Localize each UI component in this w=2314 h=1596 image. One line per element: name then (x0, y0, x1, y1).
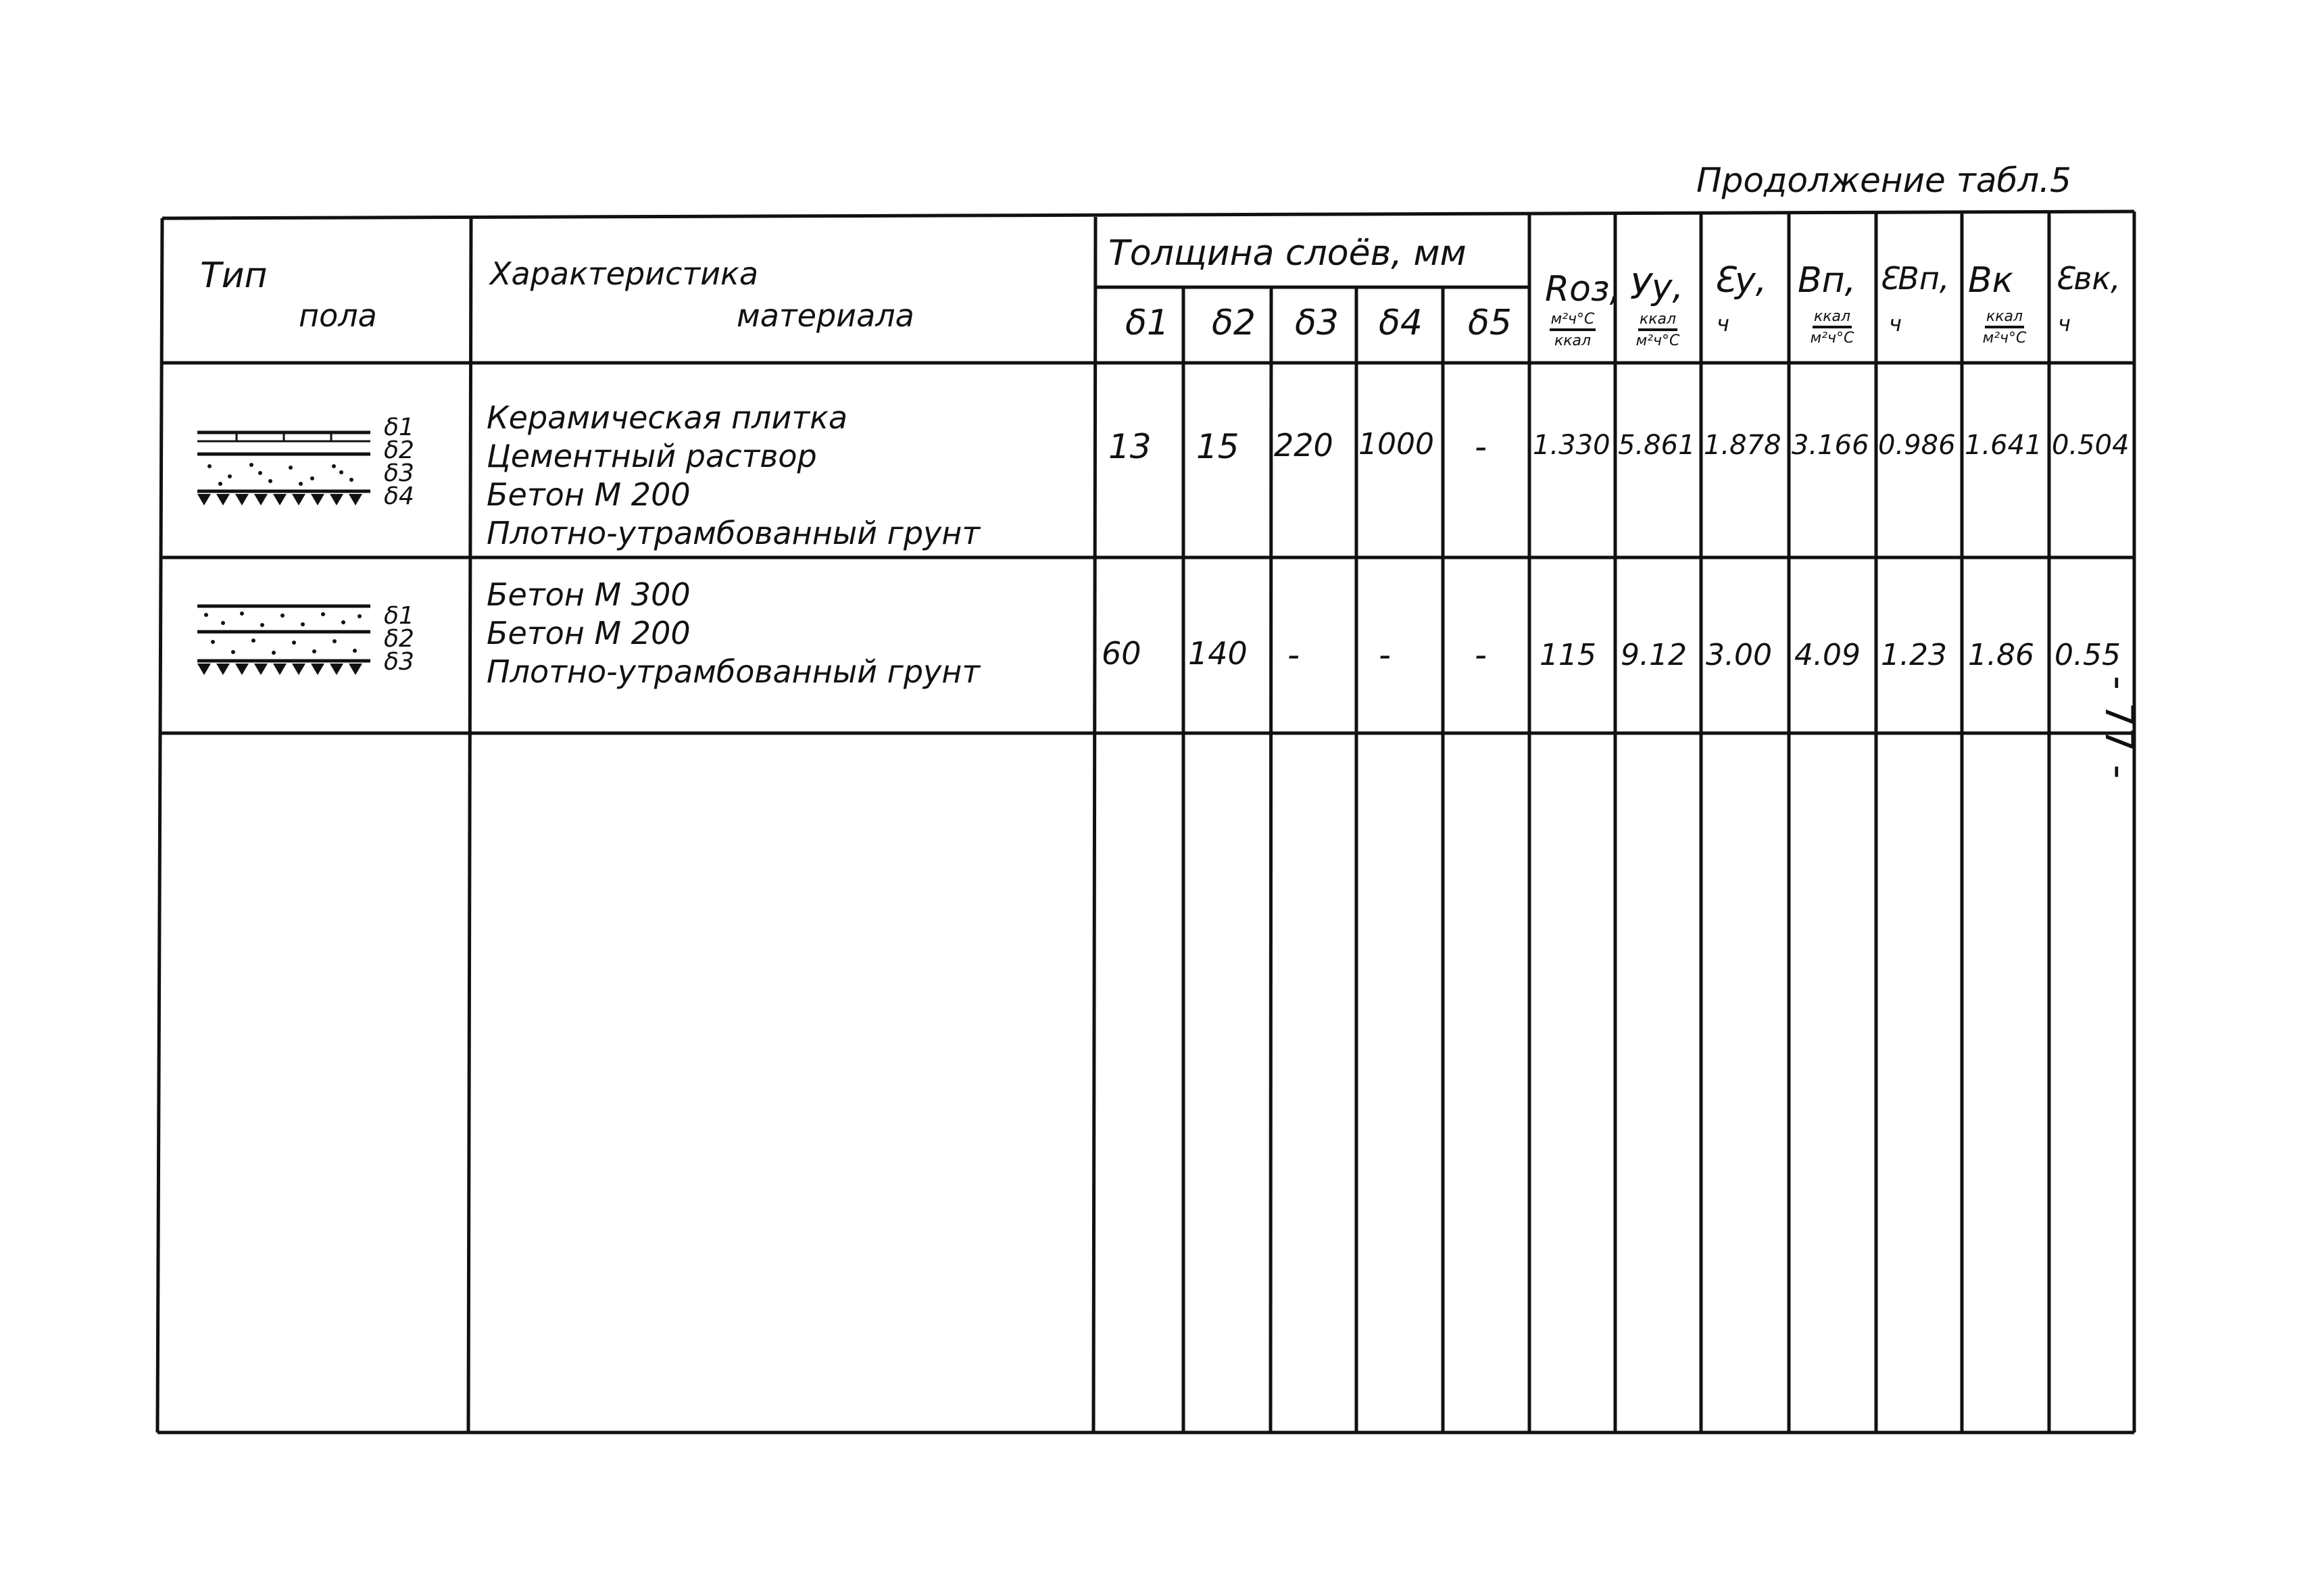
row2-d1: 60 (1102, 635, 1141, 672)
row2-d4: - (1379, 635, 1392, 674)
row1-ey: 1.878 (1704, 430, 1781, 461)
row1-ebk: 0.504 (2052, 430, 2130, 461)
row1-bp: 3.166 (1792, 430, 1869, 461)
header-r: Rоз, (1545, 269, 1621, 309)
header-ebp: ƐВп, (1879, 260, 1950, 297)
row1-bk: 1.641 (1965, 430, 2042, 461)
row2-d5: - (1475, 635, 1487, 674)
header-ebk-unit: ч (2058, 311, 2071, 336)
floor-section-sketch-row1 (197, 432, 370, 505)
floor-section-sketch-row2 (197, 606, 370, 675)
table-caption: Продолжение табл.5 (1696, 161, 2071, 200)
header-d5: δ5 (1468, 303, 1512, 343)
header-layer-thickness: Толщина слоёв, мм (1108, 233, 1467, 274)
header-ebk: Ɛвк, (2054, 260, 2121, 297)
row1-ebp: 0.986 (1878, 430, 1956, 461)
header-floor-type-line2: пола (299, 297, 377, 334)
row1-d5: - (1475, 427, 1487, 466)
row2-ebp: 1.23 (1881, 638, 1947, 672)
header-material-line1: Характеристика (490, 255, 759, 292)
header-bp-unit: ккал м²ч°С (1810, 308, 1854, 347)
header-ebp-unit: ч (1889, 311, 1902, 336)
row2-d3: - (1287, 635, 1300, 674)
row2-r: 115 (1540, 638, 1596, 672)
row2-layer-labels: δ1 δ2 δ3 (384, 602, 414, 676)
header-d1: δ1 (1125, 303, 1169, 343)
header-r-unit: м²ч°С ккал (1550, 311, 1595, 349)
row2-materials: Бетон М 300 Бетон М 200 Плотно-утрамбованный грунт (487, 576, 981, 690)
header-bk-unit: ккал м²ч°С (1982, 308, 2027, 347)
header-ey: Ɛу, (1713, 260, 1767, 301)
row1-r: 1.330 (1533, 430, 1610, 461)
header-ey-unit: ч (1717, 311, 1729, 336)
row1-d4: 1000 (1358, 427, 1434, 462)
row2-y: 9.12 (1621, 638, 1687, 672)
header-floor-type-line1: Тип (200, 255, 268, 296)
header-bk: Вк (1968, 260, 2014, 301)
header-d2: δ2 (1212, 303, 1256, 343)
row2-d2: 140 (1188, 635, 1248, 672)
row1-layer-labels: δ1 δ2 δ3 δ4 (384, 414, 414, 510)
row1-materials: Керамическая плитка Цементный раствор Бетон М 200 Плотно-утрамбованный грунт (487, 399, 981, 551)
page-number: - 77 - (2096, 676, 2142, 779)
row2-ebk: 0.55 (2054, 638, 2121, 672)
row1-d2: 15 (1196, 427, 1239, 466)
row1-y: 5.861 (1618, 430, 1696, 461)
row2-ey: 3.00 (1706, 638, 1772, 672)
row1-d3: 220 (1274, 427, 1333, 464)
row2-bk: 1.86 (1968, 638, 2034, 672)
header-material-line2: материала (737, 297, 914, 334)
row2-bp: 4.09 (1794, 638, 1861, 672)
header-y-unit: ккал м²ч°С (1635, 311, 1680, 349)
header-bp: Вп, (1798, 260, 1856, 301)
row1-d1: 13 (1108, 427, 1152, 466)
header-d4: δ4 (1379, 303, 1423, 343)
header-y: Уу, (1630, 267, 1683, 307)
header-d3: δ3 (1295, 303, 1339, 343)
